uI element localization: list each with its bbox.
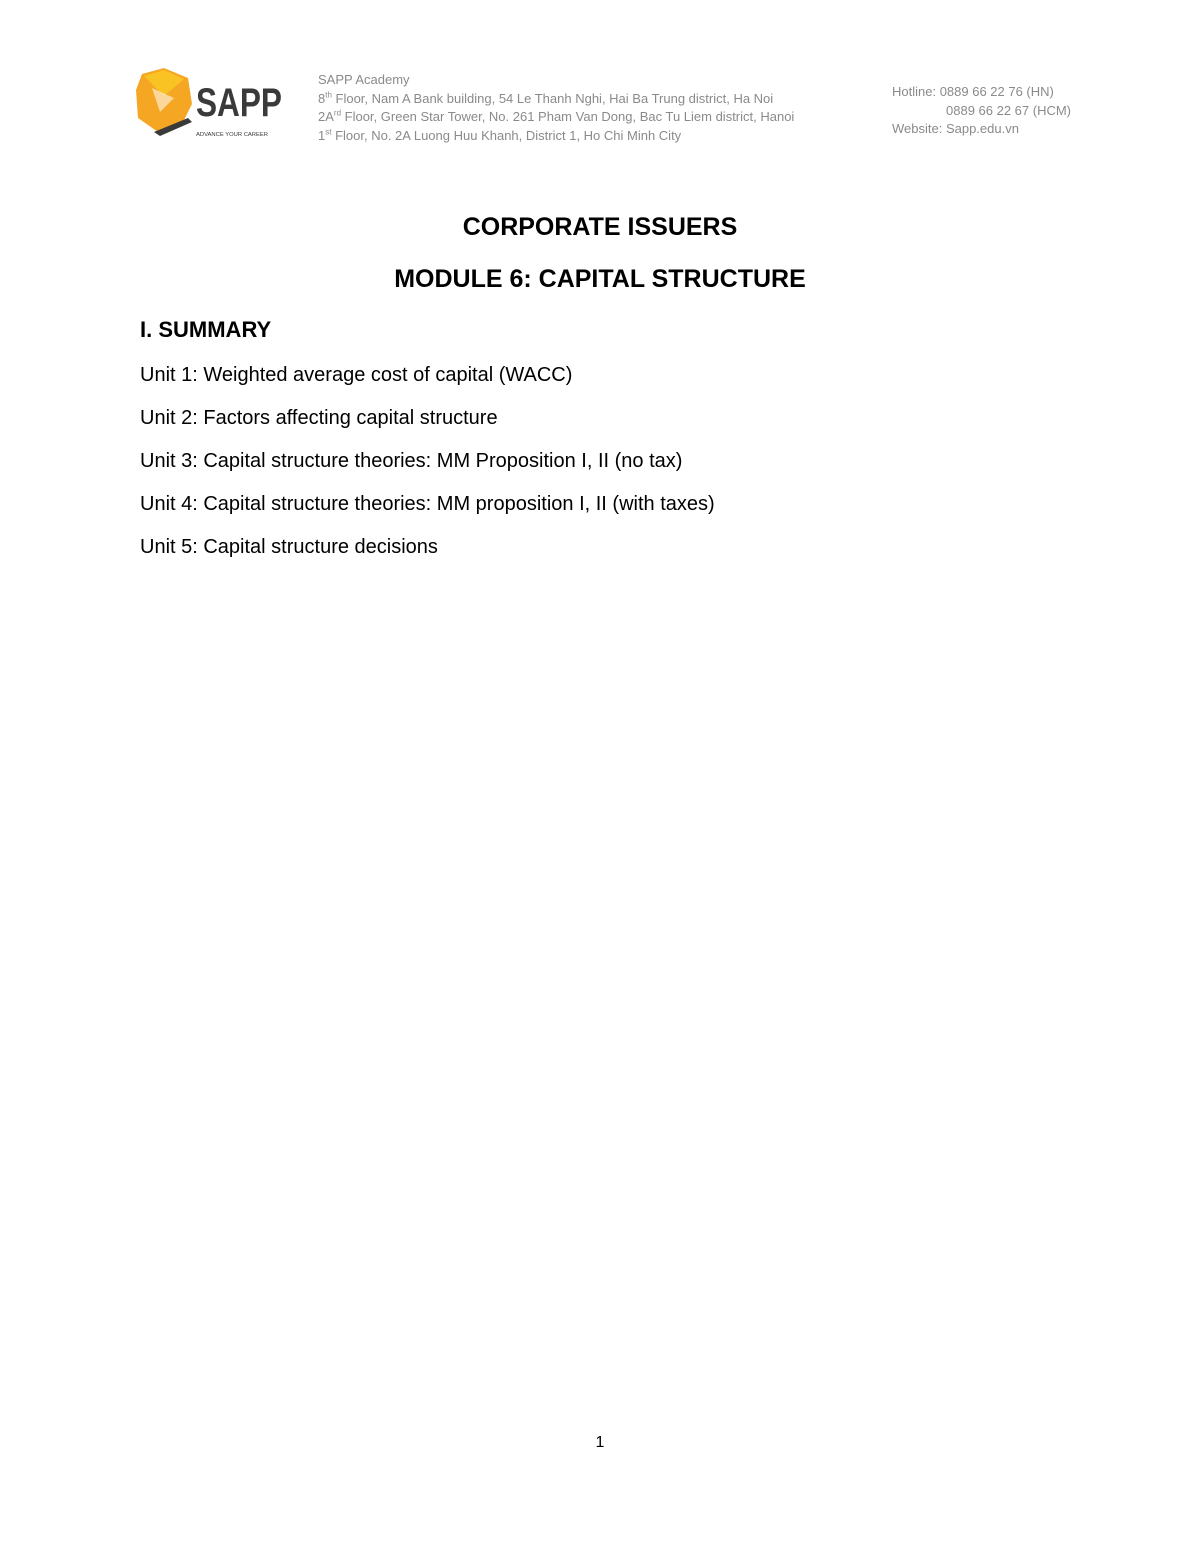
unit-item-2: Unit 2: Factors affecting capital structure: [140, 407, 498, 429]
unit-list: [140, 361, 715, 576]
unit-item-3: Unit 3: Capital structure theories: MM Proposition I, II (no tax): [140, 450, 683, 472]
address-block: [318, 71, 794, 145]
hotline-hcm: 0889 66 22 67 (HCM): [946, 102, 1072, 118]
hotline-hn: Hotline: 0889 66 22 76 (HN): [892, 84, 1054, 99]
address-line-hcm: 1st Floor, No. 2A Luong Huu Khanh, District 1, Ho Chi Minh City: [318, 127, 682, 143]
sapp-logo: [134, 66, 284, 140]
logo-wordmark: SAPP: [196, 81, 282, 125]
unit-item-1: Unit 1: Weighted average cost of capital (WACC): [140, 364, 573, 386]
module-title: MODULE 6: CAPITAL STRUCTURE: [394, 265, 806, 293]
page-number: 1: [595, 1434, 605, 1451]
org-name: SAPP Academy: [318, 72, 410, 87]
unit-item-4: Unit 4: Capital structure theories: MM proposition I, II (with taxes): [140, 493, 715, 515]
logo-tagline: ADVANCE YOUR CAREER: [196, 132, 269, 138]
address-line-hanoi-1: 8th Floor, Nam A Bank building, 54 Le Thanh Nghi, Hai Ba Trung district, Ha Noi: [318, 90, 774, 106]
section-heading-summary: I. SUMMARY: [140, 317, 272, 342]
sapp-logo-icon: [134, 66, 284, 140]
unit-item-5: Unit 5: Capital structure decisions: [140, 536, 438, 558]
address-line-hanoi-2: $2A^{rd}$ Floor, Green Star Tower, No. 261 Pham Van Dong, Bac Tu Liem district, Hanoi: [318, 108, 795, 124]
contact-block: [892, 83, 1071, 139]
document-title: CORPORATE ISSUERS: [462, 213, 738, 241]
website-link[interactable]: Website: Sapp.edu.vn: [892, 121, 1019, 136]
